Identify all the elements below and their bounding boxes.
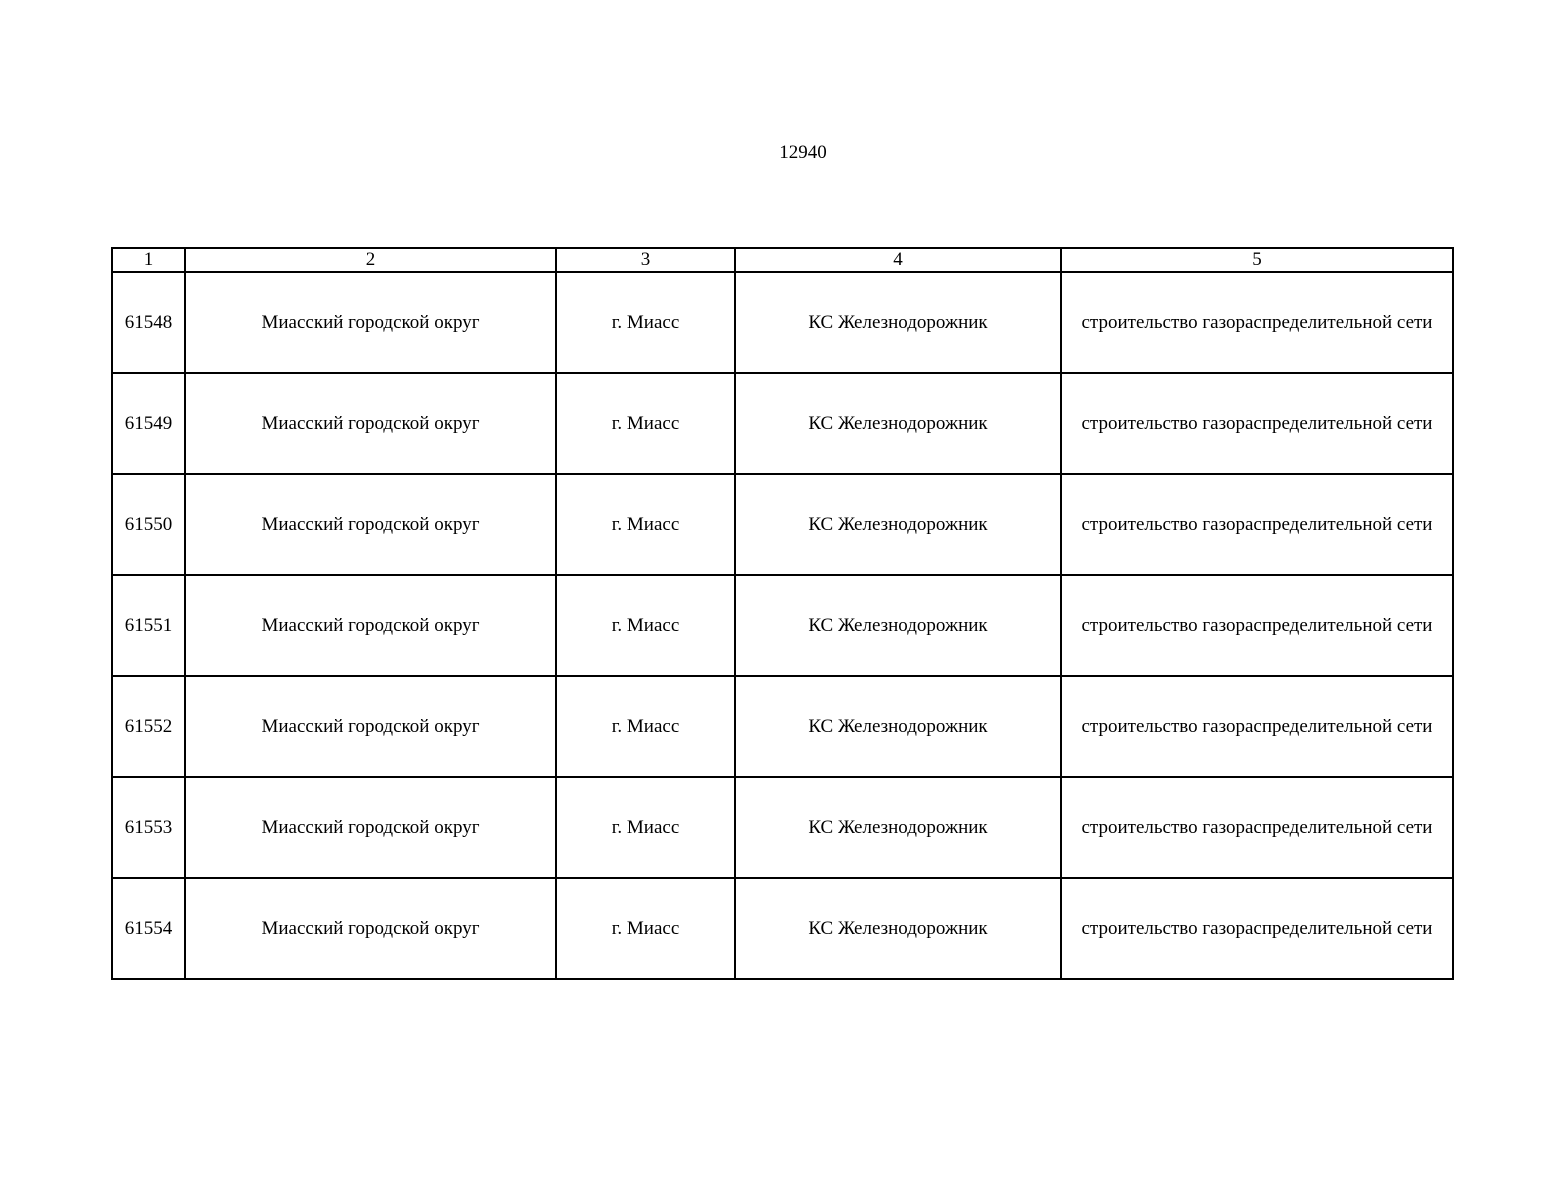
cell-activity: строительство газораспределительной сети xyxy=(1061,272,1453,373)
cell-number: 61549 xyxy=(112,373,185,474)
cell-number: 61553 xyxy=(112,777,185,878)
cell-settlement: г. Миасс xyxy=(556,777,735,878)
cell-settlement: г. Миасс xyxy=(556,676,735,777)
cell-settlement: г. Миасс xyxy=(556,272,735,373)
cell-activity: строительство газораспределительной сети xyxy=(1061,575,1453,676)
cell-object: КС Железнодорожник xyxy=(735,575,1061,676)
cell-municipality: Миасский городской округ xyxy=(185,676,556,777)
cell-number: 61548 xyxy=(112,272,185,373)
registry-table xyxy=(111,247,1454,980)
cell-number: 61554 xyxy=(112,878,185,979)
table-body xyxy=(112,272,1453,979)
table-header xyxy=(112,248,1453,272)
cell-municipality: Миасский городской округ xyxy=(185,777,556,878)
table-row xyxy=(112,676,1453,777)
cell-municipality: Миасский городской округ xyxy=(185,272,556,373)
cell-number: 61552 xyxy=(112,676,185,777)
cell-activity: строительство газораспределительной сети xyxy=(1061,777,1453,878)
cell-municipality: Миасский городской округ xyxy=(185,474,556,575)
cell-settlement: г. Миасс xyxy=(556,575,735,676)
table-row xyxy=(112,272,1453,373)
cell-municipality: Миасский городской округ xyxy=(185,878,556,979)
cell-number: 61551 xyxy=(112,575,185,676)
column-header-3: 3 xyxy=(556,248,735,272)
cell-object: КС Железнодорожник xyxy=(735,474,1061,575)
cell-number: 61550 xyxy=(112,474,185,575)
cell-object: КС Железнодорожник xyxy=(735,777,1061,878)
column-header-4: 4 xyxy=(735,248,1061,272)
table-row xyxy=(112,575,1453,676)
table-row xyxy=(112,373,1453,474)
cell-object: КС Железнодорожник xyxy=(735,878,1061,979)
cell-municipality: Миасский городской округ xyxy=(185,373,556,474)
table-row xyxy=(112,777,1453,878)
cell-settlement: г. Миасс xyxy=(556,373,735,474)
cell-activity: строительство газораспределительной сети xyxy=(1061,474,1453,575)
page-number: 12940 xyxy=(779,142,827,163)
cell-municipality: Миасский городской округ xyxy=(185,575,556,676)
cell-activity: строительство газораспределительной сети xyxy=(1061,878,1453,979)
cell-object: КС Железнодорожник xyxy=(735,373,1061,474)
column-header-5: 5 xyxy=(1061,248,1453,272)
cell-settlement: г. Миасс xyxy=(556,474,735,575)
table-row xyxy=(112,878,1453,979)
header-row xyxy=(112,248,1453,272)
column-header-2: 2 xyxy=(185,248,556,272)
cell-object: КС Железнодорожник xyxy=(735,676,1061,777)
cell-activity: строительство газораспределительной сети xyxy=(1061,676,1453,777)
table-row xyxy=(112,474,1453,575)
cell-object: КС Железнодорожник xyxy=(735,272,1061,373)
cell-activity: строительство газораспределительной сети xyxy=(1061,373,1453,474)
column-header-1: 1 xyxy=(112,248,185,272)
cell-settlement: г. Миасс xyxy=(556,878,735,979)
